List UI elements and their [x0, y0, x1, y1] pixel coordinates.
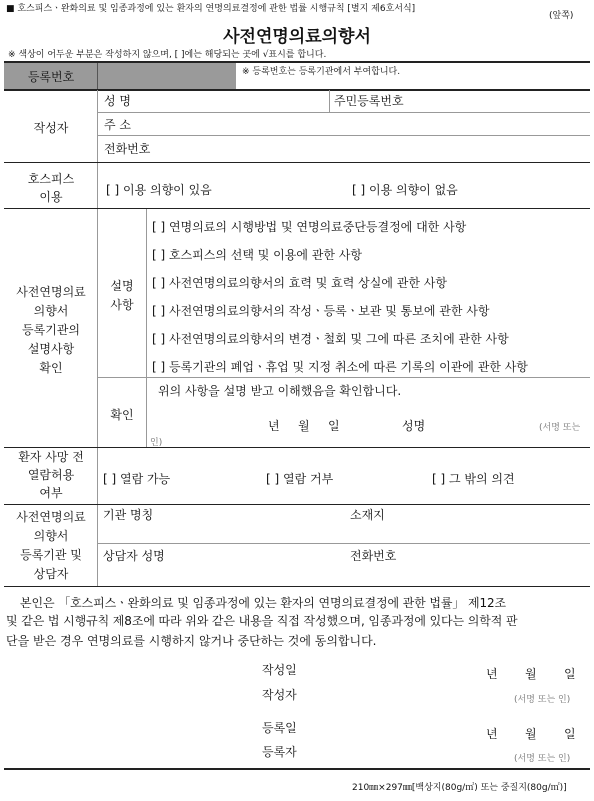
paper-spec-footer: 210㎜×297㎜[백상지(80g/㎡) 또는 중질지(80g/㎡)]	[352, 783, 567, 793]
confirm-sign-hint-b: 인)	[150, 438, 163, 448]
writer-phone-label: 전화번호	[104, 142, 151, 156]
agency-label: 사전연명의료 의향서 등록기관 및 상담자	[16, 510, 86, 581]
writer-address-label: 주 소	[104, 118, 131, 132]
explanation-item-3-checkbox[interactable]: [ ] 사전연명의료의향서의 효력 및 효력 상실에 관한 사항	[152, 276, 447, 290]
confirm-label: 확인	[110, 408, 134, 422]
confirm-month-label: 월	[298, 419, 310, 433]
page-side-label: (앞쪽)	[549, 11, 574, 21]
confirm-day-label: 일	[328, 419, 340, 433]
confirm-sign-label[interactable]: 성명	[402, 419, 426, 433]
written-day-label: 일	[564, 667, 576, 681]
consent-line2: 및 같은 법 시행규칙 제8조에 따라 위와 같은 내용을 직접 작성했으며, 임종과정에 있다는 의학적 판	[6, 614, 518, 628]
viewing-deny-checkbox[interactable]: [ ] 열람 거부	[266, 472, 334, 486]
writer-label: 작성자	[33, 121, 69, 135]
registration-note: ※ 등록번호는 등록기관에서 부여합니다.	[242, 67, 401, 77]
hospice-label-line1: 호스피스	[27, 172, 75, 186]
written-date-label: 작성일	[262, 663, 297, 677]
explanation-sub-label-line1: 설명	[110, 279, 134, 293]
writer-rrn-label: 주민등록번호	[334, 94, 404, 108]
hospice-no-checkbox[interactable]: [ ] 이용 의향이 없음	[352, 183, 458, 197]
explanation-item-6-checkbox[interactable]: [ ] 등록기관의 폐업ㆍ휴업 및 지정 취소에 따른 기록의 이관에 관한 사항	[152, 360, 528, 374]
agency-phone-label: 전화번호	[350, 549, 397, 563]
registered-day-label: 일	[564, 727, 576, 741]
agency-location-label: 소재지	[350, 508, 385, 522]
viewing-other-checkbox[interactable]: [ ] 그 밖의 의견	[432, 472, 515, 486]
confirm-year-label: 년	[268, 419, 280, 433]
counselor-name-label: 상담자 성명	[103, 549, 165, 563]
viewing-allow-checkbox[interactable]: [ ] 열람 가능	[103, 472, 171, 486]
explanation-item-5-checkbox[interactable]: [ ] 사전연명의료의향서의 변경ㆍ철회 및 그에 따른 조치에 관한 사항	[152, 332, 509, 346]
writer-name-label: 성 명	[104, 94, 131, 108]
confirm-sign-hint-a: (서명 또는	[539, 423, 581, 433]
hospice-yes-checkbox[interactable]: [ ] 이용 의향이 있음	[106, 183, 212, 197]
written-year-label: 년	[486, 667, 498, 681]
confirm-text: 위의 사항을 설명 받고 이해했음을 확인합니다.	[158, 384, 402, 398]
explanation-item-2-checkbox[interactable]: [ ] 호스피스의 선택 및 이용에 관한 사항	[152, 248, 362, 262]
writer-sign-label[interactable]: 작성자	[262, 688, 297, 702]
instruction-note: ※ 색상이 어두운 부분은 작성하지 않으며, [ ]에는 해당되는 곳에 √표시를 합니다.	[8, 50, 327, 60]
regulation-reference: ■ 호스피스ㆍ완화의료 및 임종과정에 있는 환자의 연명의료결정에 관한 법률 시행규칙 [별지 제6호서식]	[6, 4, 416, 14]
explanation-item-1-checkbox[interactable]: [ ] 연명의료의 시행방법 및 연명의료중단등결정에 대한 사항	[152, 220, 467, 234]
explanation-sub-label-line2: 사항	[110, 298, 134, 312]
registrar-sign-hint: (서명 또는 인)	[514, 754, 571, 764]
consent-line3: 단을 받은 경우 연명의료를 시행하지 않거나 중단하는 것에 동의합니다.	[6, 634, 377, 648]
consent-line1: 본인은 「호스피스ㆍ완화의료 및 임종과정에 있는 환자의 연명의료결정에 관한 법률」 제12조	[20, 596, 507, 610]
explanation-item-4-checkbox[interactable]: [ ] 사전연명의료의향서의 작성ㆍ등록ㆍ보관 및 통보에 관한 사항	[152, 304, 490, 318]
written-month-label: 월	[525, 667, 537, 681]
explanation-label: 사전연명의료 의향서 등록기관의 설명사항 확인	[16, 285, 86, 375]
hospice-label-line2: 이용	[39, 190, 63, 204]
agency-name-label: 기관 명칭	[103, 508, 154, 522]
writer-sign-hint: (서명 또는 인)	[514, 695, 571, 705]
registered-month-label: 월	[525, 727, 537, 741]
form-title: 사전연명의료의향서	[223, 27, 371, 47]
registrar-sign-label[interactable]: 등록자	[262, 745, 297, 759]
registered-year-label: 년	[486, 727, 498, 741]
registration-label: 등록번호	[27, 70, 75, 84]
viewing-label: 환자 사망 전 열람허용 여부	[18, 450, 84, 500]
registered-date-label: 등록일	[262, 721, 297, 735]
